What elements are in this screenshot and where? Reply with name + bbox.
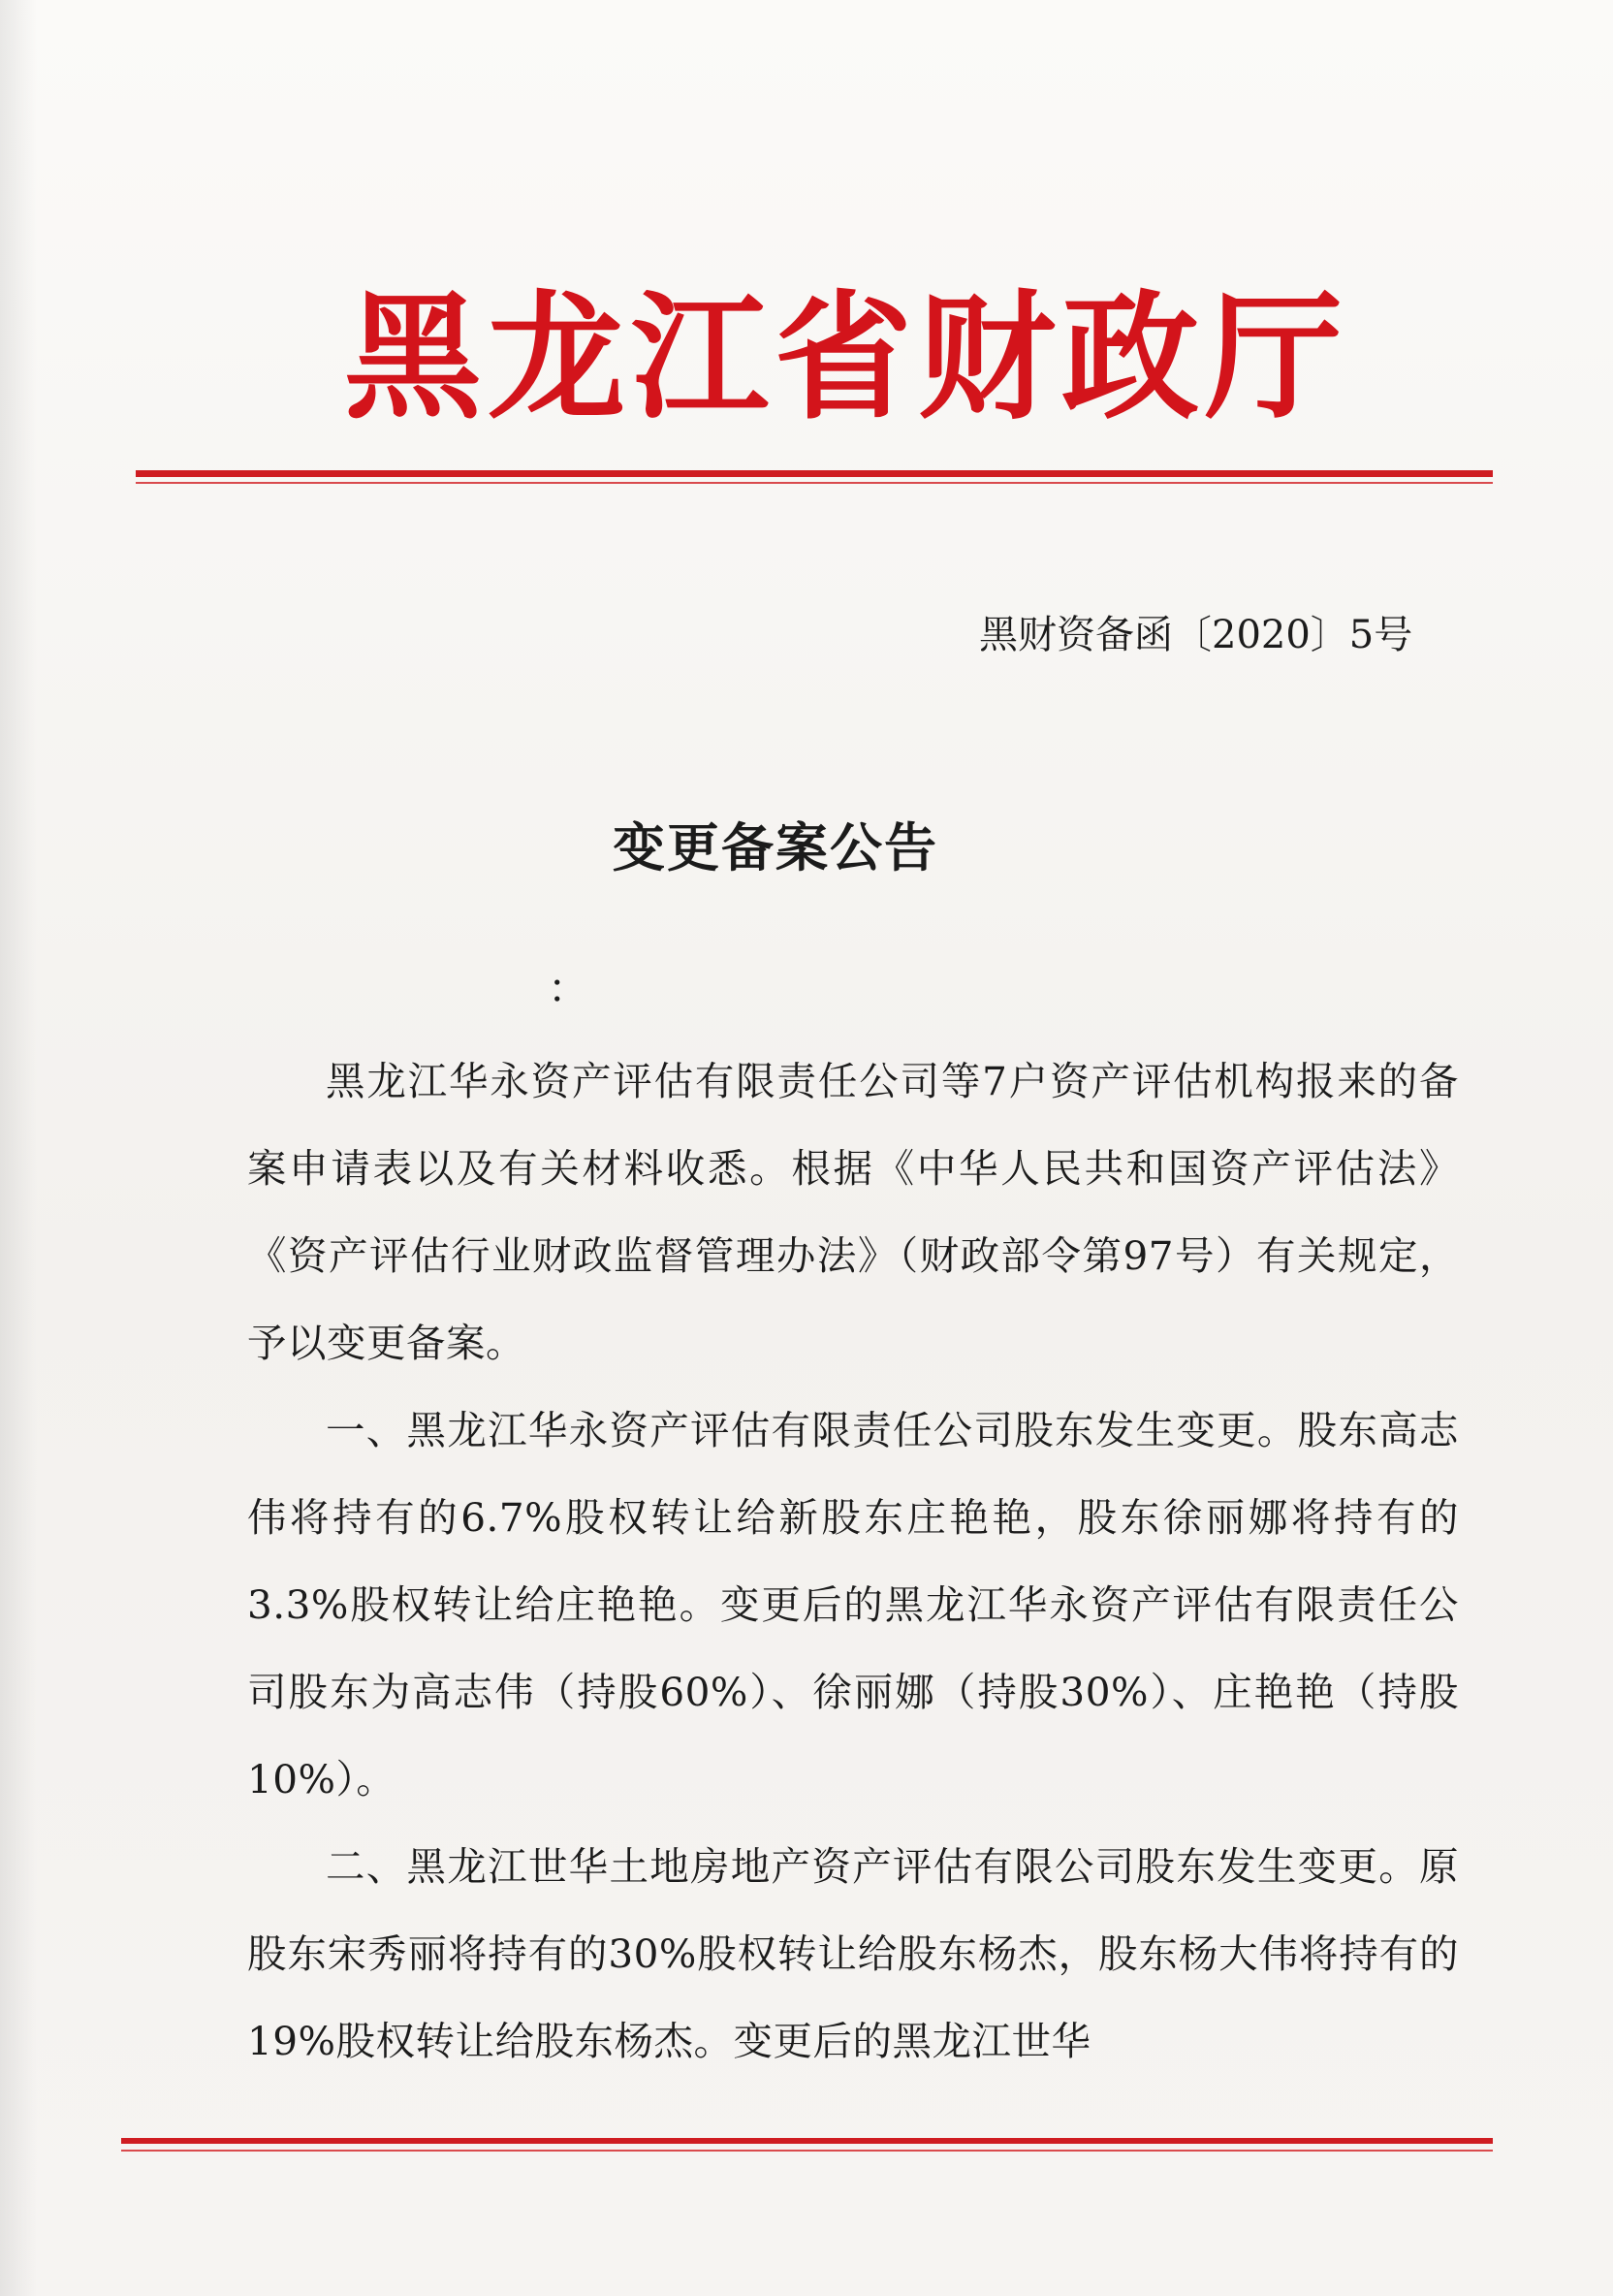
page-edge-shadow [0, 0, 37, 2296]
header-rule [136, 470, 1493, 477]
notice-body [247, 1037, 1459, 2085]
footer-rule [121, 2138, 1493, 2144]
body-paragraph-intro: 黑龙江华永资产评估有限责任公司等7户资产评估机构报来的备案申请表以及有关材料收悉。根据《中华人民共和国资产评估法》《资产评估行业财政监督管理办法》（财政部令第97号）有关规定，予以变更备案。 [247, 1058, 1459, 1366]
notice-title: 变更备案公告 [613, 817, 938, 878]
body-paragraph-item-1: 一、黑龙江华永资产评估有限责任公司股东发生变更。股东高志伟将持有的6.7%股权转让给新股东庄艳艳，股东徐丽娜将持有的3.3%股权转让给庄艳艳。变更后的黑龙江华永资产评估有限责任公司股东为高志伟（持股60%）、徐丽娜（持股30%）、庄艳艳（持股10%）。 [247, 1407, 1459, 1802]
agency-letterhead: 黑龙江省财政厅 [344, 278, 1348, 438]
header-rule-thin [136, 482, 1493, 484]
salutation: ： [548, 965, 589, 1012]
footer-rule-thin [121, 2150, 1493, 2152]
document-number: 黑财资备函〔2020〕5号 [979, 613, 1413, 657]
body-paragraph-item-2: 二、黑龙江世华土地房地产资产评估有限公司股东发生变更。原股东宋秀丽将持有的30%股权转让给股东杨杰，股东杨大伟将持有的19%股权转让给股东杨杰。变更后的黑龙江世华 [247, 1843, 1459, 2064]
